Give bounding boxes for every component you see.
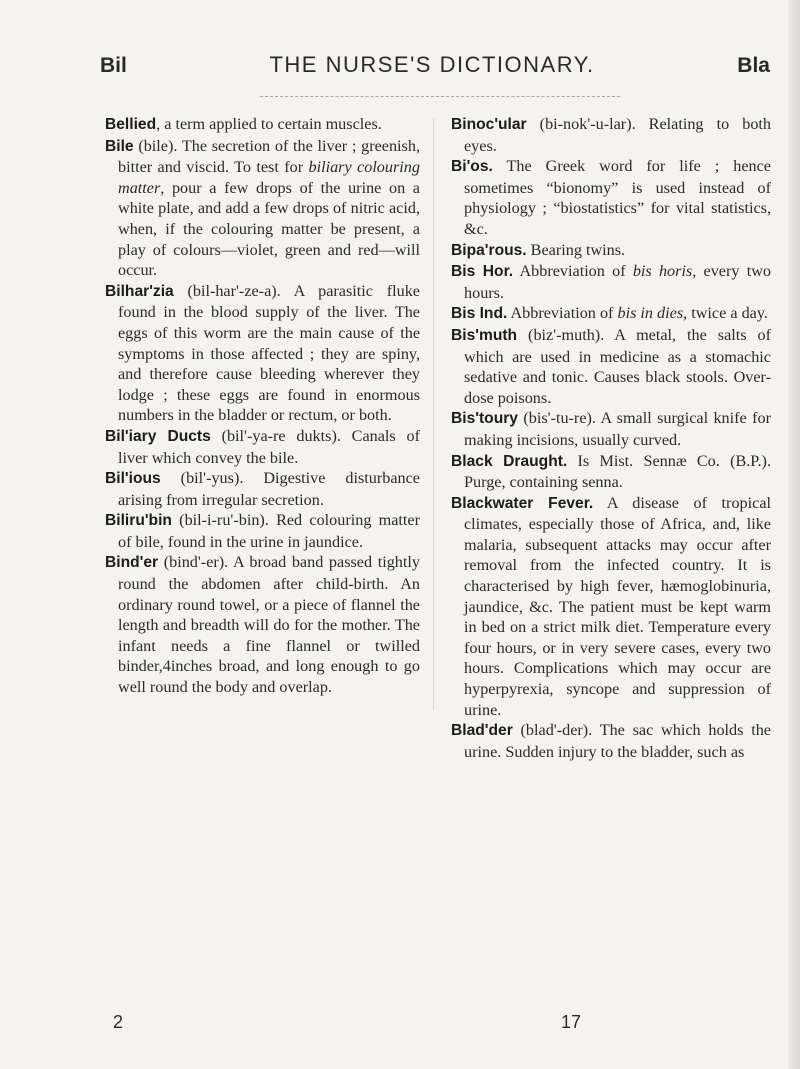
entry-definition: Is Mist. Sennæ Co. (B.P.). Purge, containing senna. xyxy=(464,451,771,492)
entry-italic: bis horis xyxy=(632,262,693,281)
entry-definition: (bi-nok'-u-lar). Relating to both eyes. xyxy=(464,115,771,155)
entry-headword: Bipa'rous. xyxy=(451,241,527,259)
entry-headword: Biliru'bin xyxy=(105,512,172,530)
entry-definition: Bearing twins. xyxy=(526,240,626,259)
entry-definition: (bil-i-ru'-bin). Red colouring matter of bile, found in the urine in jaundice. xyxy=(118,511,420,551)
dictionary-entry xyxy=(451,325,771,408)
dictionary-entry xyxy=(105,552,420,697)
entry-headword: Bellied xyxy=(105,116,157,133)
right-guide-word: Bla xyxy=(737,54,770,77)
entry-definition: , a term applied to certain muscles. xyxy=(156,115,382,133)
dictionary-entry xyxy=(105,468,420,510)
entry-headword: Bis'muth xyxy=(451,326,518,344)
entry-definition: (blad'-der). The sac which holds the urine. Sudden injury to the bladder, such as xyxy=(464,721,771,761)
header-rule xyxy=(260,96,620,97)
entry-headword: Bis Ind. xyxy=(451,305,508,323)
dictionary-entry xyxy=(105,136,420,281)
left-column xyxy=(105,114,420,698)
dictionary-entry xyxy=(451,408,771,450)
entry-definition: The Greek word for life ; hence sometimes “bionomy” is used instead of physiology ; “biostatistics” for vital statistics, &c. xyxy=(464,157,771,238)
dictionary-entry xyxy=(451,493,771,721)
page-title: THE NURSE'S DICTIONARY. xyxy=(269,52,595,77)
entry-headword: Blad'der xyxy=(451,722,513,740)
dictionary-entry xyxy=(451,114,771,156)
dictionary-entry xyxy=(451,720,771,762)
entry-definition: (bile). The secretion of the liver ; greenish, bitter and viscid. To test for xyxy=(118,136,420,177)
entry-italic: biliary colouring matter xyxy=(118,158,420,197)
dictionary-entry xyxy=(451,303,771,325)
entry-definition: (bind'-er). A broad band passed tightly round the abdomen after child-birth. An ordinary round towel, or a piece of flannel the length and breadth will do for the mother. The infant needs a fine flannel or twilled binder,4inches broad, and long enough to go well round the body and overlap. xyxy=(118,553,420,697)
entry-definition-cont: , twice a day. xyxy=(683,304,768,323)
entry-headword: Bi'os. xyxy=(451,158,493,176)
entry-headword: Binoc'ular xyxy=(451,116,527,133)
dictionary-entry xyxy=(105,114,420,136)
entry-headword: Bis Hor. xyxy=(451,263,514,281)
entry-definition: (bil-har'-zе-a). A parasitic fluke found in the blood supply of the liver. The eggs of this worm are the main cause of the symptoms in those affected ; they are spiny, and therefore cause bleeding wherever they lodge ; these eggs are found in enormous numbers in the bladder or rectum, or both. xyxy=(118,281,420,425)
entry-definition: (biz'-muth). A metal, the salts of which are used in medicine as a stomachic sedative and tonic. Causes black stools. Over-dose poisons. xyxy=(464,325,771,407)
entry-headword: Black Draught. xyxy=(451,452,568,470)
dictionary-entry xyxy=(451,451,771,493)
entry-definition-cont: , every two hours. xyxy=(464,262,771,302)
entry-headword: Blackwater Fever. xyxy=(451,494,594,512)
dictionary-entry xyxy=(105,281,420,426)
entry-headword: Bile xyxy=(105,137,134,155)
entry-definition-cont: , pour a few drops of the urine on a white plate, and add a few drops of nitric acid, when, if the colouring matter be present, a play of colours—violet, green and red—will occur. xyxy=(118,178,420,280)
running-header xyxy=(100,52,770,88)
entry-definition: Abbreviation of xyxy=(507,304,618,323)
dictionary-entry xyxy=(105,426,420,468)
page-edge xyxy=(788,0,800,1069)
entry-definition: (bis'-tu-re). A small surgical knife for making incisions, usually curved. xyxy=(464,409,771,449)
dictionary-entry xyxy=(451,261,771,303)
dictionary-entry xyxy=(451,240,771,262)
entry-definition: (bil'-yus). Digestive disturbance arising from irregular secretion. xyxy=(118,469,420,509)
column-divider xyxy=(433,118,434,710)
entry-italic: bis in dies xyxy=(617,304,684,323)
left-guide-word: Bil xyxy=(100,54,127,77)
entry-headword: Bis'toury xyxy=(451,410,518,428)
page-number: 17 xyxy=(561,1012,582,1032)
entry-definition: A disease of tropical climates, especially those of Africa, and, like malaria, subsequent attacks may occur after removal from the infected country. It is characterised by high fever, hæmoglobinuria, jaundice, &c. The patient must be kept warm in bed on a strict milk diet. Temperature every four hours, or in very severe cases, every two hours. Complications which may occur are hyperpyrexia, syncope and suppression of urine. xyxy=(464,493,771,719)
dictionary-entry xyxy=(451,156,771,239)
dictionary-entry xyxy=(105,510,420,552)
entry-definition: (bil'-ya-re dukts). Canals of liver which convey the bile. xyxy=(118,426,420,467)
signature-mark: 2 xyxy=(113,1012,124,1032)
entry-definition: Abbreviation of xyxy=(513,262,633,281)
entry-headword: Bind'er xyxy=(105,554,159,572)
entry-headword: Bilhar'zia xyxy=(105,282,174,300)
entry-headword: Bil'iary Ducts xyxy=(105,427,211,445)
entry-headword: Bil'ious xyxy=(105,470,161,488)
right-column xyxy=(451,114,771,762)
